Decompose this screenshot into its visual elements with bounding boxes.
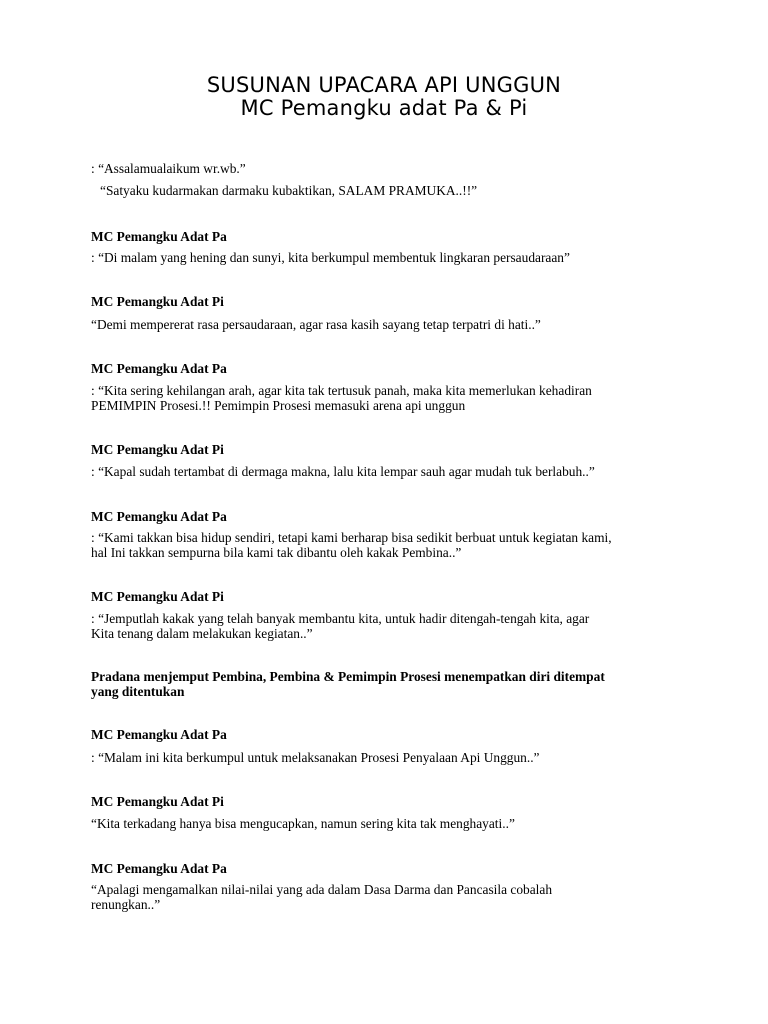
- speech-line: “Kita terkadang hanya bisa mengucapkan, namun sering kita tak menghayati..”: [91, 816, 515, 831]
- speech-line: “Demi mempererat rasa persaudaraan, agar rasa kasih sayang tetap terpatri di hati..”: [91, 317, 541, 332]
- opening-salute: “Satyaku kudarmakan darmaku kubaktikan, SALAM PRAMUKA..!!”: [100, 183, 478, 198]
- stage-instruction: Pradana menjemput Pembina, Pembina & Pemimpin Prosesi menempatkan diri ditempat: [91, 669, 605, 684]
- document-subtitle: MC Pemangku adat Pa & Pi: [240, 96, 528, 120]
- speaker-label: MC Pemangku Adat Pa: [91, 509, 227, 524]
- opening-greeting: : “Assalamualaikum wr.wb.”: [91, 161, 246, 176]
- speaker-label: MC Pemangku Adat Pi: [91, 294, 224, 309]
- speech-line: : “Kapal sudah tertambat di dermaga makna, lalu kita lempar sauh agar mudah tuk berlabuh..”: [91, 464, 595, 479]
- speaker-label: MC Pemangku Adat Pi: [91, 442, 224, 457]
- speech-line: : “Kami takkan bisa hidup sendiri, tetapi kami berharap bisa sedikit berbuat untuk kegiatan kami,: [91, 530, 612, 545]
- speaker-label: MC Pemangku Adat Pa: [91, 229, 227, 244]
- speech-line: : “Di malam yang hening dan sunyi, kita berkumpul membentuk lingkaran persaudaraan”: [91, 250, 570, 265]
- speaker-label: MC Pemangku Adat Pi: [91, 589, 224, 604]
- speech-line: PEMIMPIN Prosesi.!! Pemimpin Prosesi memasuki arena api unggun: [91, 398, 466, 413]
- speech-line: : “Kita sering kehilangan arah, agar kita tak tertusuk panah, maka kita memerlukan kehadiran: [91, 383, 592, 398]
- speech-line: “Apalagi mengamalkan nilai-nilai yang ada dalam Dasa Darma dan Pancasila cobalah: [91, 882, 553, 897]
- document-title: SUSUNAN UPACARA API UNGGUN: [206, 73, 562, 97]
- speaker-label: MC Pemangku Adat Pa: [91, 861, 227, 876]
- stage-instruction: yang ditentukan: [91, 684, 185, 699]
- speech-line: renungkan..”: [91, 897, 161, 912]
- speaker-label: MC Pemangku Adat Pa: [91, 361, 227, 376]
- speech-line: : “Malam ini kita berkumpul untuk melaksanakan Prosesi Penyalaan Api Unggun..”: [91, 750, 540, 765]
- speech-line: hal Ini takkan sempurna bila kami tak dibantu oleh kakak Pembina..”: [91, 545, 462, 560]
- speech-line: Kita tenang dalam melakukan kegiatan..”: [91, 626, 313, 641]
- speech-line: : “Jemputlah kakak yang telah banyak membantu kita, untuk hadir ditengah-tengah kita, agar: [91, 611, 590, 626]
- speaker-label: MC Pemangku Adat Pi: [91, 794, 224, 809]
- speaker-label: MC Pemangku Adat Pa: [91, 727, 227, 742]
